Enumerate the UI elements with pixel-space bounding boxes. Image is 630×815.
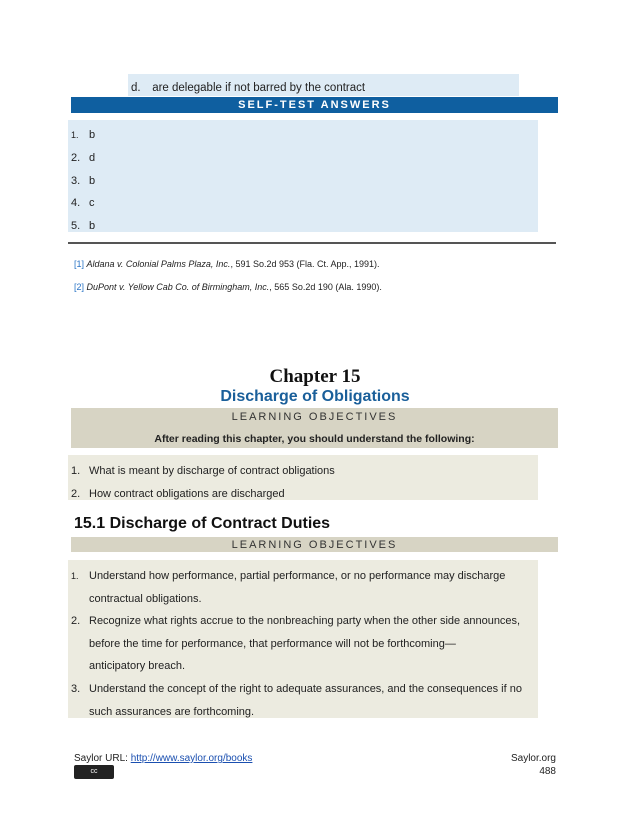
chapter-number: Chapter 15: [269, 366, 361, 387]
footer-source: [74, 753, 252, 764]
creative-commons-badge-icon: cc: [74, 765, 114, 779]
section-objective-1: 1. Understand how performance, partial performance, or no performance may discharge: [71, 570, 506, 582]
self-test-heading: SELF-TEST ANSWERS: [71, 97, 558, 113]
section-objective-3-cont: such assurances are forthcoming.: [89, 706, 255, 718]
footnote: [74, 282, 382, 292]
self-test-answers-box: [68, 120, 538, 232]
section-objective-3: 3. Understand the concept of the right to adequate assurances, and the consequences if no: [71, 683, 522, 695]
option-text: are delegable if not barred by the contract: [152, 82, 366, 94]
answer-item: 3. b: [71, 175, 96, 187]
answer-item: 5. b: [71, 220, 96, 232]
answer-item: 1. b: [71, 129, 96, 141]
section-objectives-heading: LEARNING OBJECTIVES: [231, 539, 398, 551]
answer-item: 2. d: [71, 152, 96, 164]
learning-objectives-intro: After reading this chapter, you should understand the following:: [154, 433, 475, 445]
answer-item: 4. c: [71, 197, 95, 209]
objective-item: 2. How contract obligations are discharged: [71, 488, 285, 500]
footer-url-link[interactable]: http://www.saylor.org/books: [130, 753, 253, 764]
section-objective-1-cont: contractual obligations.: [89, 593, 202, 605]
section-objective-2: 2. Recognize what rights accrue to the nonbreaching party when the other side announces,: [71, 615, 521, 627]
footnote-ref[interactable]: [1]: [74, 259, 85, 269]
case-cite: , 565 So.2d 190 (Ala. 1990).: [269, 282, 382, 292]
page-number: 488: [539, 766, 556, 777]
footnote-ref[interactable]: [2]: [74, 282, 85, 292]
option-letter: d.: [131, 82, 141, 94]
case-name: DuPont v. Yellow Cab Co. of Birmingham, Inc.: [86, 282, 270, 292]
exercise-option-d: [131, 82, 365, 94]
footer-url-label: Saylor URL:: [74, 753, 131, 764]
footnote-divider: [68, 242, 556, 244]
objective-item: 1. What is meant by discharge of contract obligations: [71, 465, 335, 477]
footer-site: Saylor.org: [510, 753, 556, 764]
section-objective-2-cont: before the time for performance, that performance will not be forthcoming—: [89, 638, 456, 650]
case-cite: , 591 So.2d 953 (Fla. Ct. App., 1991).: [230, 259, 380, 269]
learning-objectives-heading: LEARNING OBJECTIVES: [231, 411, 398, 423]
footnote: [74, 259, 380, 269]
chapter-title: Discharge of Obligations: [220, 388, 410, 405]
section-objective-2-cont: anticipatory breach.: [89, 660, 185, 672]
section-title: 15.1 Discharge of Contract Duties: [74, 515, 331, 532]
case-name: Aldana v. Colonial Palms Plaza, Inc.: [86, 259, 231, 269]
